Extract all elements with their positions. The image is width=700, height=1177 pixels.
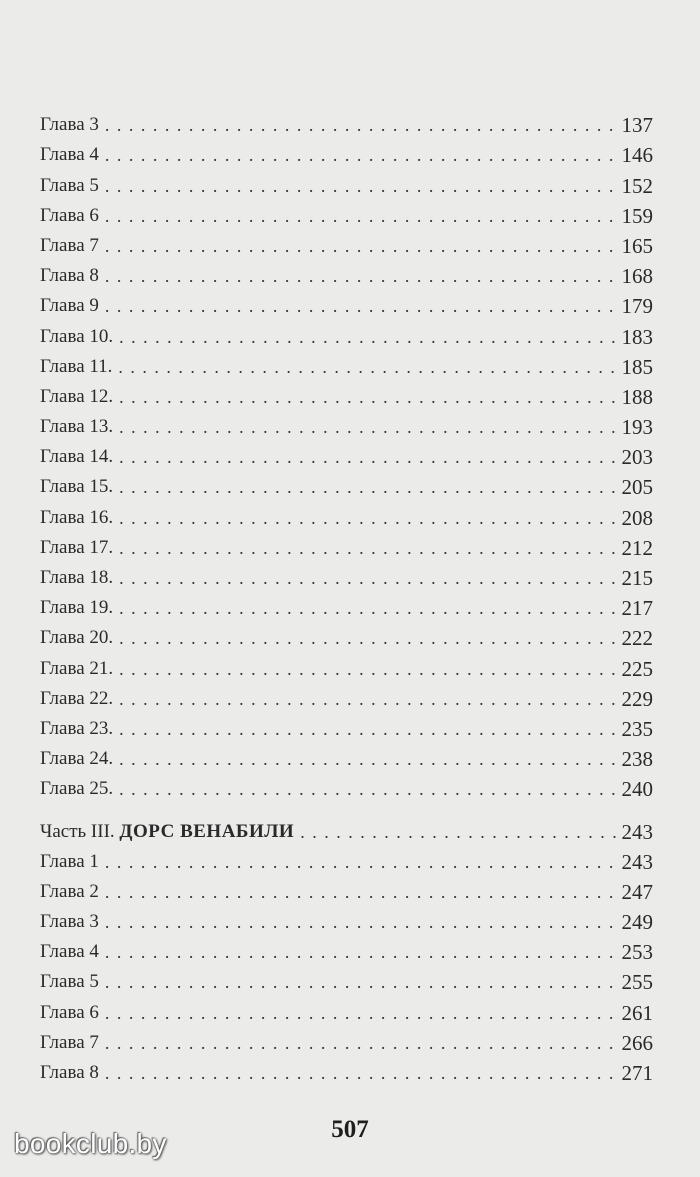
toc-entry xyxy=(40,529,653,559)
leader-dots xyxy=(119,567,617,589)
toc-entry xyxy=(40,257,653,287)
leader-dots xyxy=(119,386,617,408)
toc-entry-label: Глава 24. xyxy=(40,748,114,770)
toc-entry-label: Глава 15. xyxy=(40,476,114,498)
toc-section-chapters xyxy=(40,106,653,800)
toc-entry-label: Глава 3 xyxy=(40,911,99,933)
toc-entry-label: Глава 3 xyxy=(40,114,99,136)
toc-entry xyxy=(40,903,653,933)
toc-entry-page: 165 xyxy=(621,233,653,258)
leader-dots xyxy=(119,688,617,710)
toc-part-entry xyxy=(40,812,653,842)
toc-entry xyxy=(40,843,653,873)
toc-entry-label: Глава 14. xyxy=(40,446,114,468)
toc-entry-page: 152 xyxy=(621,173,653,198)
toc-entry-label: Глава 6 xyxy=(40,204,99,226)
toc-entry xyxy=(40,1024,653,1054)
leader-dots xyxy=(119,658,617,680)
leader-dots xyxy=(105,144,618,166)
toc-entry xyxy=(40,468,653,498)
toc-entry-page: 243 xyxy=(621,849,653,874)
leader-dots xyxy=(105,971,618,993)
toc-entry-page: 188 xyxy=(621,384,653,409)
toc-entry-label: Глава 9 xyxy=(40,295,99,317)
toc-entry xyxy=(40,166,653,196)
toc-entry-page: 183 xyxy=(621,324,653,349)
toc-entry xyxy=(40,993,653,1023)
toc-entry-label: Глава 8 xyxy=(40,1062,99,1083)
toc-entry-label: Глава 16. xyxy=(40,506,114,528)
toc-entry-label: Глава 12. xyxy=(40,385,114,407)
toc-entry xyxy=(40,963,653,993)
toc-entry-page: 146 xyxy=(621,143,653,168)
leader-dots xyxy=(119,718,617,740)
toc-entry-page: 215 xyxy=(621,566,653,590)
leader-dots xyxy=(300,821,617,843)
leader-dots xyxy=(105,1002,618,1024)
toc-entry-page: 168 xyxy=(621,264,653,289)
toc-entry-label: Глава 18. xyxy=(40,567,114,588)
leader-dots xyxy=(119,748,617,770)
toc-entry-label: Глава 23. xyxy=(40,717,114,739)
leader-dots xyxy=(105,205,618,227)
toc-entry xyxy=(40,498,653,528)
leader-dots xyxy=(105,851,618,873)
toc-entry-page: 205 xyxy=(621,475,653,500)
leader-dots xyxy=(105,175,618,197)
toc-entry-page: 235 xyxy=(621,716,653,741)
toc-part-prefix: Часть III. xyxy=(40,820,115,842)
toc-entry-page: 229 xyxy=(621,686,653,711)
toc-entry-label: Глава 2 xyxy=(40,880,99,902)
toc-entry-label: Глава 4 xyxy=(40,144,99,166)
leader-dots xyxy=(105,911,618,933)
toc-entry-label: Глава 20. xyxy=(40,627,114,649)
toc-entry-label: Глава 1 xyxy=(40,850,99,872)
toc-entry xyxy=(40,287,653,317)
leader-dots xyxy=(105,235,618,257)
leader-dots xyxy=(105,1032,618,1054)
leader-dots xyxy=(105,265,618,287)
toc-entry-page: 185 xyxy=(621,354,653,379)
toc-entry xyxy=(40,933,653,963)
toc-entry xyxy=(40,227,653,257)
leader-dots xyxy=(119,627,617,649)
leader-dots xyxy=(119,537,617,559)
toc-entry xyxy=(40,408,653,438)
leader-dots xyxy=(105,295,618,317)
leader-dots xyxy=(105,941,618,963)
toc-entry-page: 217 xyxy=(621,596,653,621)
leader-dots xyxy=(119,446,617,468)
toc-entry-page: 255 xyxy=(621,970,653,995)
toc-entry-page: 253 xyxy=(621,940,653,965)
toc-entry-label: Глава 19. xyxy=(40,597,114,619)
toc-entry-label: Глава 5 xyxy=(40,174,99,196)
toc-entry-label: Глава 13. xyxy=(40,416,114,438)
toc-entry xyxy=(40,710,653,740)
leader-dots xyxy=(119,416,617,438)
toc-entry-page: 261 xyxy=(621,1000,653,1025)
toc-entry-label: Глава 22. xyxy=(40,687,114,709)
table-of-contents xyxy=(40,106,653,1084)
toc-entry-label: Глава 8 xyxy=(40,265,99,287)
toc-entry xyxy=(40,106,653,136)
toc-entry-page: 249 xyxy=(621,910,653,935)
leader-dots xyxy=(119,597,617,619)
toc-entry xyxy=(40,770,653,800)
toc-entry-page: 240 xyxy=(621,777,653,802)
toc-entry-label: Глава 17. xyxy=(40,536,114,558)
toc-entry-label: Глава 4 xyxy=(40,941,99,963)
toc-entry-page: 203 xyxy=(621,445,653,470)
toc-entry-page: 271 xyxy=(621,1061,653,1085)
toc-entry xyxy=(40,197,653,227)
page-number: 507 xyxy=(331,1116,369,1143)
leader-dots xyxy=(105,114,618,136)
toc-entry-label: Глава 5 xyxy=(40,971,99,993)
toc-entry-label: Глава 11. xyxy=(40,355,113,377)
toc-entry-page: 137 xyxy=(621,113,653,138)
toc-entry xyxy=(40,136,653,166)
toc-entry-label: Глава 7 xyxy=(40,234,99,256)
toc-section-part3-chapters xyxy=(40,843,653,1085)
toc-entry-page: 212 xyxy=(621,535,653,560)
toc-entry xyxy=(40,619,653,649)
leader-dots xyxy=(119,778,617,800)
leader-dots xyxy=(119,476,617,498)
toc-part-title: ДОРС ВЕНАБИЛИ xyxy=(119,820,295,842)
toc-entry xyxy=(40,438,653,468)
toc-entry xyxy=(40,740,653,770)
toc-entry-page: 247 xyxy=(621,879,653,904)
leader-dots xyxy=(119,326,617,348)
toc-entry xyxy=(40,348,653,378)
leader-dots xyxy=(105,1062,618,1084)
toc-entry-page: 222 xyxy=(621,626,653,651)
toc-entry-label: Глава 25. xyxy=(40,778,114,800)
leader-dots xyxy=(105,881,618,903)
toc-entry xyxy=(40,873,653,903)
leader-dots xyxy=(119,507,617,529)
leader-dots xyxy=(118,356,617,378)
toc-entry xyxy=(40,317,653,347)
toc-entry-page: 179 xyxy=(621,294,653,319)
toc-part-page: 243 xyxy=(621,819,653,844)
toc-part-label xyxy=(40,821,300,843)
toc-entry-label: Глава 10. xyxy=(40,325,114,347)
toc-entry-page: 159 xyxy=(621,203,653,228)
toc-entry-page: 208 xyxy=(621,505,653,530)
watermark: bookclub.by xyxy=(14,1128,167,1159)
toc-entry xyxy=(40,378,653,408)
toc-entry-page: 193 xyxy=(621,415,653,440)
toc-entry xyxy=(40,1054,653,1084)
toc-entry-label: Глава 21. xyxy=(40,657,114,679)
toc-entry xyxy=(40,559,653,589)
toc-entry-label: Глава 6 xyxy=(40,1001,99,1023)
toc-entry-label: Глава 7 xyxy=(40,1031,99,1053)
toc-entry-page: 225 xyxy=(621,656,653,681)
toc-entry xyxy=(40,589,653,619)
toc-entry xyxy=(40,680,653,710)
toc-entry xyxy=(40,649,653,679)
toc-entry-page: 266 xyxy=(621,1030,653,1055)
toc-entry-page: 238 xyxy=(621,747,653,772)
